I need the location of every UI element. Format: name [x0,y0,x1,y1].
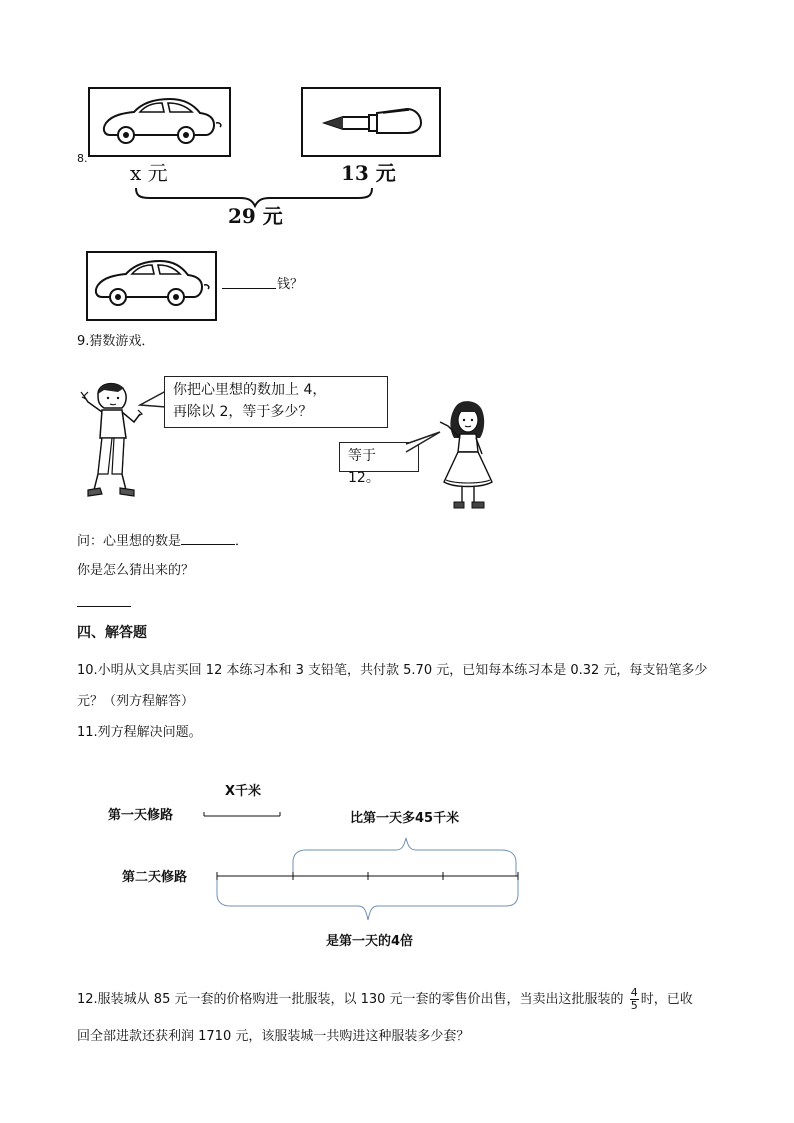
fraction-numerator: 4 [630,986,638,999]
answer-blank[interactable] [77,605,131,607]
question-10-line-2: 元？（列方程解答） [77,694,195,709]
car-question-box [86,251,217,321]
answer-blank[interactable] [222,287,276,289]
question-12-line-2: 回全部进款还获利润 1710 元，该服装城一共购进这种服装多少套？ [77,1029,470,1044]
fraction [630,987,639,1012]
pen-picture-box [301,87,441,157]
question-10-line-1: 10.小明从文具店买回 12 本练习本和 3 支铅笔，共付款 5.70 元，已知每本练习本是 0.32 元，每支铅笔多少 [77,663,708,678]
car-icon [88,253,215,319]
ask-prefix: 问：心里想的数是 [77,534,182,549]
pen-icon [303,89,439,155]
how-question: 你是怎么猜出来的？ [77,563,195,578]
question-12-line-1 [77,987,693,1012]
segment-diagram [100,770,540,950]
question-9 [0,330,794,620]
day2-label: 第二天修路 [122,870,188,885]
question-11-title: 11.列方程解决问题。 [77,725,202,740]
question-8 [0,0,794,330]
girl-reply: 等于 12。 [348,448,380,486]
car-price-label: x 元 [130,161,168,185]
question-number: 8. [77,152,88,165]
times-label: 是第一天的4倍 [326,934,414,949]
fraction-denominator: 5 [630,999,638,1012]
q12-text-b: 时，已收 [640,992,693,1007]
total-price-label: 29 元 [228,204,283,228]
question-title: 9.猜数游戏． [77,334,155,349]
section-title: 四、解答题 [77,625,147,641]
question-suffix: 钱？ [277,277,304,292]
day1-label: 第一天修路 [108,808,174,823]
boy-line-2: 再除以 2，等于多少？ [173,404,313,420]
more-label: 比第一天多45千米 [350,811,460,826]
segments [100,770,540,950]
boy-speech-bubble [164,376,388,428]
answer-blank[interactable] [181,530,235,545]
q12-text-a: 12.服装城从 85 元一套的价格购进一批服装，以 130 元一套的零售价出售，当卖出这批服装的 [77,992,624,1007]
boy-line-1: 你把心里想的数加上 4， [173,382,327,398]
ask-suffix: ． [235,534,249,549]
car-icon [90,89,229,155]
pen-price-label: 13 元 [341,161,396,185]
day1-amount-label: X千米 [225,784,262,799]
car-picture-box [88,87,231,157]
girl-illustration [432,398,502,514]
ask-line [77,530,248,551]
